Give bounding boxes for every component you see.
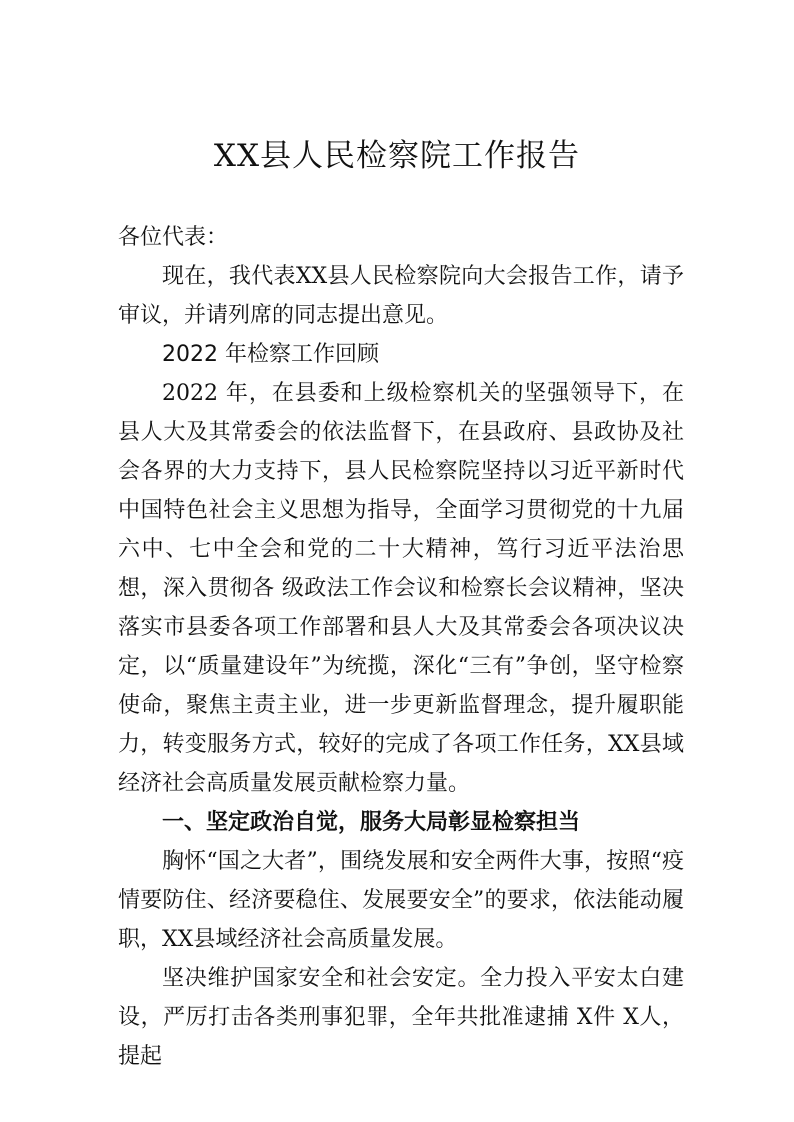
section-1-heading: 一、坚定政治自觉，服务大局彰显检察担当: [162, 810, 581, 835]
review-heading: 2022 年检察工作回顾: [162, 342, 379, 367]
intro-paragraph: 现在，我代表XX县人民检察院向大会报告工作，请予审议，并请列席的同志提出意见。: [118, 264, 684, 328]
document-title: XX县人民检察院工作报告: [213, 138, 581, 174]
review-paragraph: 2022 年，在县委和上级检察机关的坚强领导下，在县人大及其常委会的依法监督下，在县政府、县政协及社会各界的大力支持下，县人民检察院坚持以习近平新时代中国特色社会主义思想为指导，全面学习贯彻党的十九届六中、七中全会和党的二十大精神，笃行习近平法治思想，深入贯彻各 级政法工作会议和检察长会议精神，坚决落实市县委各项工作部署和县人大及其常委会各项决议决定，以“质量建设年”为统揽，深化“三有”争创，坚守检察使命，聚焦主责主业，进一步更新监督理念，提升履职能力，转变服务方式，较好的完成了各项工作任务，XX县域经济社会高质量发展贡献检察力量。: [118, 381, 684, 796]
salutation: 各位代表：: [118, 225, 229, 250]
document-body: [118, 218, 684, 1076]
section-1-paragraph-1: 胸怀“国之大者”，围绕发展和安全两件大事，按照“疫情要防住、经济要稳住、发展要安全”的要求，依法能动履职，XX县域经济社会高质量发展。: [118, 849, 684, 952]
section-1-paragraph-2: 坚决维护国家安全和社会安定。全力投入平安太白建设，严厉打击各类刑事犯罪，全年共批准逮捕 X件 X人，提起: [118, 966, 684, 1069]
